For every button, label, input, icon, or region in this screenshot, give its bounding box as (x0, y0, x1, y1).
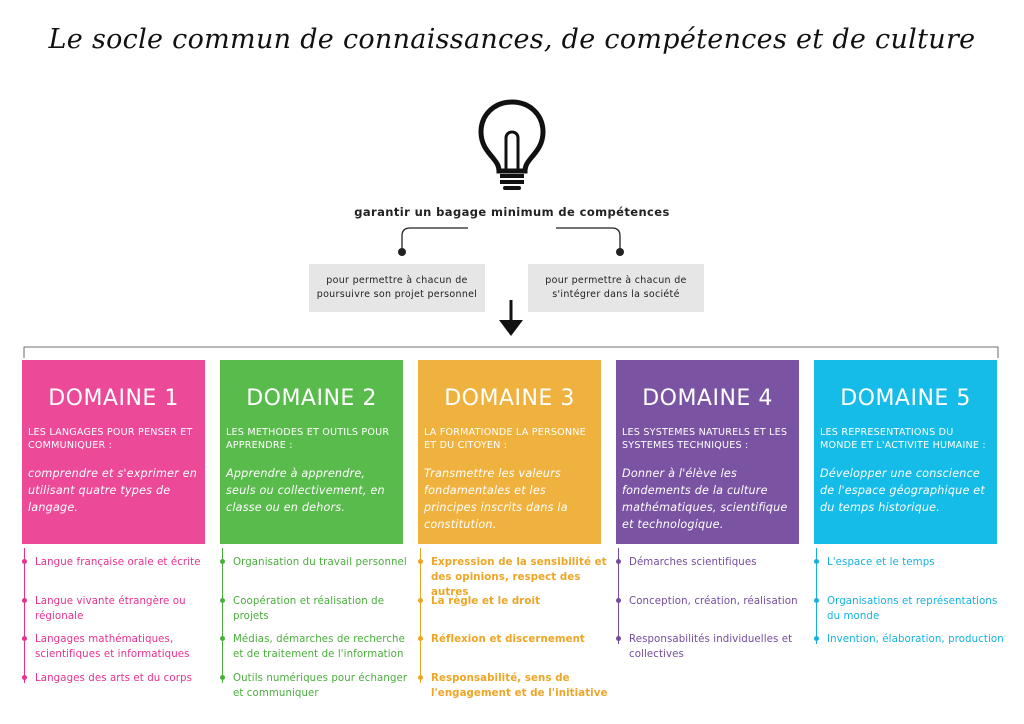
purpose-box-society: pour permettre à chacun de s'intégrer dans la société (528, 264, 704, 312)
skill-bullet (814, 636, 819, 641)
skill-timeline (420, 548, 421, 683)
domain-subtitle: LES LANGAGES POUR PENSER ET COMMUNIQUER : (28, 427, 193, 451)
domain-description: Transmettre les valeurs fondamentales et les principes inscrits dans la constitution. (424, 467, 568, 531)
skill-bullet (22, 559, 27, 564)
skill-bullet (22, 675, 27, 680)
skill-item: Expression de la sensibilité et des opinions, respect des autres (431, 557, 607, 598)
purpose-box-personal: pour permettre à chacun de poursuivre son projet personnel (309, 264, 485, 312)
domain-subtitle: LA FORMATIONDE LA PERSONNE ET DU CITOYEN : (424, 427, 586, 451)
skill-timeline (24, 548, 25, 683)
skill-item: Organisation du travail personnel (233, 557, 407, 568)
skill-bullet (418, 675, 423, 680)
domain-3-box (418, 360, 601, 544)
skill-bullet (22, 598, 27, 603)
skill-bullet (418, 598, 423, 603)
skill-item: Coopération et réalisation de projets (233, 596, 385, 622)
skill-item: Responsabilité, sens de l'engagement et de l'initiative (431, 673, 608, 699)
skill-item: Invention, élaboration, production (827, 634, 1004, 645)
skill-item: Démarches scientifiques (629, 557, 757, 568)
skill-bullet (814, 598, 819, 603)
skill-item: Responsabilités individuelles et collectives (629, 634, 793, 660)
subtitle: garantir un bagage minimum de compétences (354, 205, 670, 219)
page-title: Le socle commun de connaissances, de compétences et de culture (48, 24, 976, 55)
domain-5-box (814, 360, 997, 544)
skill-bullet (616, 559, 621, 564)
domain-subtitle: LES METHODES ET OUTILS POUR APPRENDRE : (226, 427, 390, 451)
skill-bullet (418, 559, 423, 564)
skill-bullet (220, 636, 225, 641)
domain-subtitle: LES REPRESENTATIONS DU MONDE ET L'ACTIVITE HUMAINE : (820, 427, 986, 451)
skill-item: Langue française orale et écrite (35, 557, 201, 568)
skill-bullet (22, 636, 27, 641)
left-connector-dot (398, 248, 406, 256)
skill-item: Outils numériques pour échanger et communiquer (233, 673, 408, 699)
skill-bullet (418, 636, 423, 641)
skill-bullet (220, 598, 225, 603)
skill-bullet (814, 559, 819, 564)
skill-item: Langages mathématiques, scientifiques et informatiques (35, 634, 190, 660)
skill-item: Langue vivante étrangère ou régionale (35, 596, 186, 622)
domain-title: DOMAINE 4 (642, 386, 773, 411)
skill-item: Conception, création, réalisation (629, 596, 798, 607)
domain-2-box (220, 360, 403, 544)
skill-item: Médias, démarches de recherche et de traitement de l'information (233, 634, 405, 660)
domain-description: Apprendre à apprendre, seuls ou collectivement, en classe ou en dehors. (226, 467, 385, 514)
lightbulb-icon (476, 98, 548, 192)
left-connector (402, 228, 468, 250)
skill-item: L'espace et le temps (827, 557, 935, 568)
domain-1-box (22, 360, 205, 544)
skill-bullet (616, 636, 621, 641)
domain-title: DOMAINE 3 (444, 386, 575, 411)
domain-subtitle: LES SYSTEMES NATURELS ET LES SYSTEMES TECHNIQUES : (622, 427, 788, 451)
domain-description: Donner à l'élève les fondements de la culture mathématiques, scientifique et technologique. (622, 467, 788, 531)
skill-bullet (220, 559, 225, 564)
domain-title: DOMAINE 1 (48, 386, 179, 411)
skill-item: Langages des arts et du corps (35, 673, 192, 684)
domain-description: Développer une conscience de l'espace géographique et du temps historique. (820, 467, 985, 514)
domains-bracket (24, 347, 998, 358)
skill-item: La règle et le droit (431, 596, 541, 607)
right-connector (556, 228, 620, 250)
skill-bullet (616, 598, 621, 603)
skill-timeline (222, 548, 223, 683)
skill-item: Organisations et représentations du monde (827, 596, 998, 622)
skill-bullet (220, 675, 225, 680)
domain-title: DOMAINE 5 (840, 386, 971, 411)
domain-description: comprendre et s'exprimer en utilisant quatre types de langage. (28, 467, 198, 514)
skill-item: Réflexion et discernement (431, 634, 585, 645)
domain-title: DOMAINE 2 (246, 386, 377, 411)
down-arrow-icon (499, 300, 523, 336)
right-connector-dot (616, 248, 624, 256)
domain-4-box (616, 360, 799, 544)
